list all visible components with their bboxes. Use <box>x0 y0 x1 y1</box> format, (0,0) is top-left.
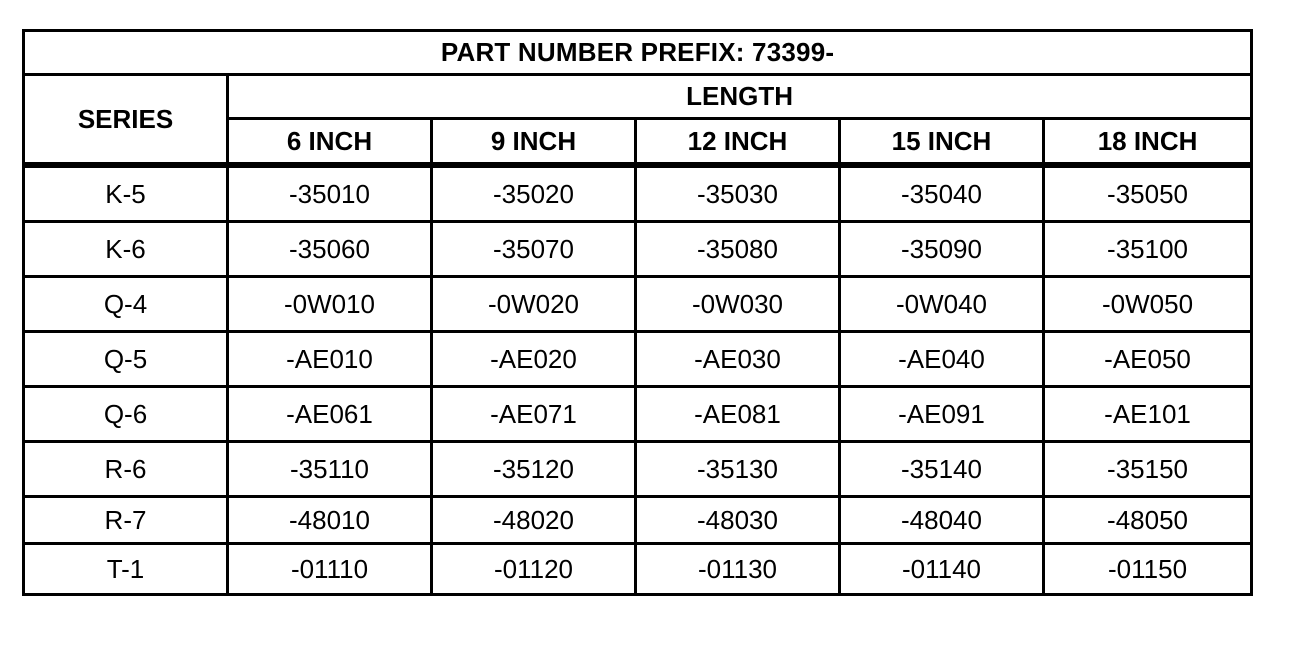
part-number-cell: -AE071 <box>432 387 636 442</box>
part-number-cell: -48040 <box>840 497 1044 544</box>
part-number-cell: -01150 <box>1044 544 1252 595</box>
part-number-cell: -AE020 <box>432 332 636 387</box>
table-title: PART NUMBER PREFIX: 73399- <box>24 31 1252 75</box>
part-number-cell: -35120 <box>432 442 636 497</box>
column-header-9-inch: 9 INCH <box>432 119 636 166</box>
series-cell: R-7 <box>24 497 228 544</box>
part-number-cell: -AE091 <box>840 387 1044 442</box>
part-number-cell: -35020 <box>432 165 636 222</box>
table-row <box>24 332 1252 387</box>
part-number-cell: -AE030 <box>636 332 840 387</box>
part-number-cell: -AE010 <box>228 332 432 387</box>
series-cell: K-6 <box>24 222 228 277</box>
table-row <box>24 165 1252 222</box>
series-cell: Q-6 <box>24 387 228 442</box>
series-column-header: SERIES <box>24 75 228 166</box>
part-number-cell: -48030 <box>636 497 840 544</box>
part-number-cell: -AE081 <box>636 387 840 442</box>
part-number-cell: -35100 <box>1044 222 1252 277</box>
part-number-cell: -48010 <box>228 497 432 544</box>
part-number-cell: -0W050 <box>1044 277 1252 332</box>
part-number-cell: -01120 <box>432 544 636 595</box>
part-number-table <box>22 29 1253 596</box>
part-number-cell: -35140 <box>840 442 1044 497</box>
part-number-cell: -35150 <box>1044 442 1252 497</box>
length-group-header: LENGTH <box>228 75 1252 119</box>
series-cell: Q-4 <box>24 277 228 332</box>
part-number-cell: -35110 <box>228 442 432 497</box>
table-row <box>24 387 1252 442</box>
column-header-15-inch: 15 INCH <box>840 119 1044 166</box>
part-number-cell: -35080 <box>636 222 840 277</box>
part-number-cell: -01110 <box>228 544 432 595</box>
column-header-6-inch: 6 INCH <box>228 119 432 166</box>
part-number-cell: -35050 <box>1044 165 1252 222</box>
column-header-12-inch: 12 INCH <box>636 119 840 166</box>
part-number-cell: -35060 <box>228 222 432 277</box>
table-row <box>24 544 1252 595</box>
part-number-cell: -01130 <box>636 544 840 595</box>
part-number-cell: -01140 <box>840 544 1044 595</box>
part-number-cell: -35010 <box>228 165 432 222</box>
part-number-cell: -0W020 <box>432 277 636 332</box>
part-number-cell: -0W010 <box>228 277 432 332</box>
part-number-cell: -48050 <box>1044 497 1252 544</box>
table-row <box>24 497 1252 544</box>
part-number-table-container <box>22 29 1250 596</box>
part-number-cell: -AE050 <box>1044 332 1252 387</box>
part-number-cell: -35040 <box>840 165 1044 222</box>
table-row <box>24 442 1252 497</box>
part-number-cell: -AE040 <box>840 332 1044 387</box>
series-cell: T-1 <box>24 544 228 595</box>
length-header-row <box>24 75 1252 119</box>
part-number-cell: -35070 <box>432 222 636 277</box>
part-number-cell: -AE061 <box>228 387 432 442</box>
part-number-cell: -35090 <box>840 222 1044 277</box>
table-row <box>24 222 1252 277</box>
column-header-18-inch: 18 INCH <box>1044 119 1252 166</box>
series-cell: Q-5 <box>24 332 228 387</box>
part-number-cell: -48020 <box>432 497 636 544</box>
part-number-cell: -0W040 <box>840 277 1044 332</box>
part-number-cell: -AE101 <box>1044 387 1252 442</box>
table-row <box>24 277 1252 332</box>
part-number-cell: -35130 <box>636 442 840 497</box>
part-number-cell: -0W030 <box>636 277 840 332</box>
series-cell: K-5 <box>24 165 228 222</box>
part-number-cell: -35030 <box>636 165 840 222</box>
series-cell: R-6 <box>24 442 228 497</box>
title-row <box>24 31 1252 75</box>
